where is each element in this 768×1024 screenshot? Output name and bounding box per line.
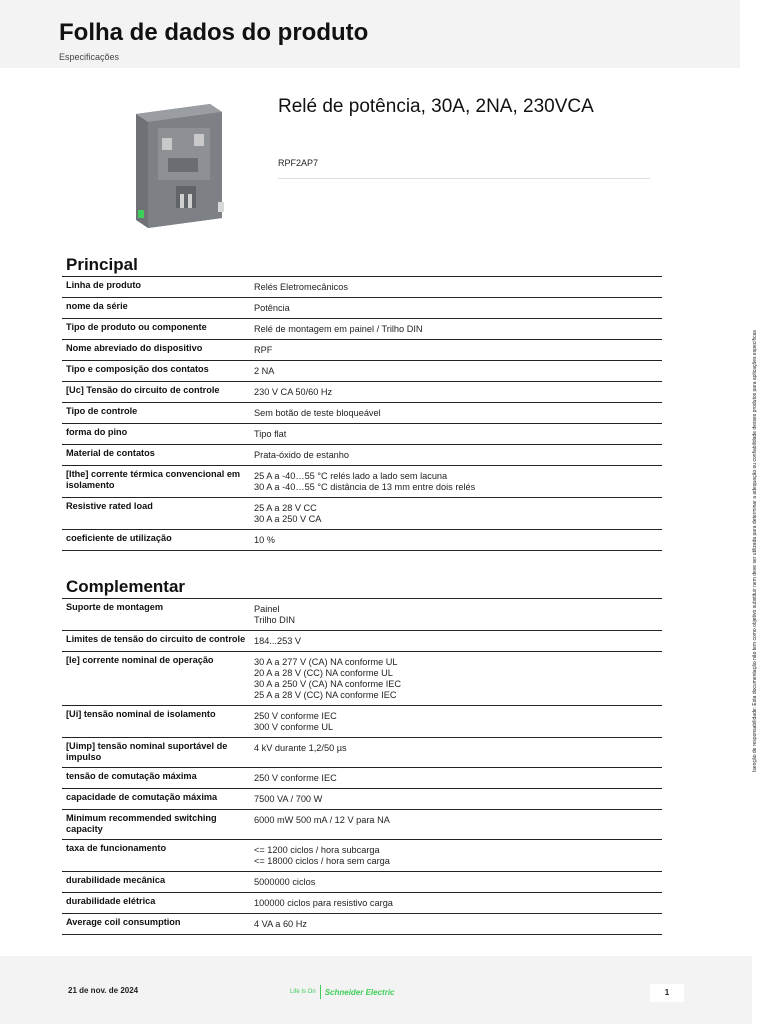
spec-value-line: 4 VA a 60 Hz (254, 919, 307, 929)
product-reference: RPF2AP7 (278, 158, 319, 168)
spec-row (62, 893, 662, 914)
spec-value (250, 652, 662, 706)
section-title-principal: Principal (66, 255, 138, 274)
side-disclaimer: Isenção de responsabilidade: Esta documentação não tem como objetivo substituir nem deve ser utilizada para determinar a adequação ou confiabilidade desses produtos para aplicações específicas (752, 330, 758, 772)
spec-value (250, 914, 662, 935)
spec-value (250, 893, 662, 914)
spec-value-line: 10 % (254, 535, 275, 545)
spec-label: Tipo de produto ou componente (66, 322, 207, 332)
spec-label: Tipo e composição dos contatos (66, 364, 209, 374)
spec-value-line: 2 NA (254, 366, 275, 376)
spec-value-line: <= 18000 ciclos / hora sem carga (254, 856, 390, 866)
spec-value (250, 530, 662, 551)
spec-label: [Uc] Tensão do circuito de controle (66, 385, 220, 395)
spec-label: Minimum recommended switching capacity (66, 813, 217, 834)
spec-row (62, 361, 662, 382)
spec-label: Suporte de montagem (66, 602, 163, 612)
spec-label: [Ui] tensão nominal de isolamento (66, 709, 216, 719)
spec-value-line: Relé de montagem em painel / Trilho DIN (254, 324, 423, 334)
spec-value (250, 319, 662, 340)
spec-value (250, 599, 662, 631)
spec-value (250, 424, 662, 445)
schneider-logo (290, 985, 395, 999)
spec-row (62, 466, 662, 498)
spec-row (62, 810, 662, 840)
spec-label: Resistive rated load (66, 501, 153, 511)
spec-value-line: Potência (254, 303, 290, 313)
spec-value-line: 4 kV durante 1,2/50 µs (254, 743, 347, 753)
spec-value-line: 100000 ciclos para resistivo carga (254, 898, 393, 908)
spec-value (250, 631, 662, 652)
spec-value (250, 840, 662, 872)
spec-value (250, 277, 662, 298)
spec-label: durabilidade elétrica (66, 896, 156, 906)
spec-value-line: 184...253 V (254, 636, 301, 646)
spec-label: durabilidade mecânica (66, 875, 166, 885)
spec-label: taxa de funcionamento (66, 843, 167, 853)
spec-label: [Ithe] corrente térmica convencional em isolamento (66, 469, 241, 490)
spec-label: Linha de produto (66, 280, 142, 290)
spec-row (62, 403, 662, 424)
spec-value-line: Painel (254, 604, 280, 614)
spec-value-line: 20 A a 28 V (CC) NA conforme UL (254, 668, 393, 678)
spec-value (250, 403, 662, 424)
spec-label: Average coil consumption (66, 917, 181, 927)
spec-value (250, 789, 662, 810)
spec-row (62, 319, 662, 340)
spec-value-line: 300 V conforme UL (254, 722, 334, 732)
spec-value-line: 25 A a 28 V (CC) NA conforme IEC (254, 690, 397, 700)
spec-row (62, 498, 662, 530)
spec-row (62, 872, 662, 893)
spec-value-line: 250 V conforme IEC (254, 773, 337, 783)
spec-value (250, 382, 662, 403)
footer-date: 21 de nov. de 2024 (68, 986, 139, 995)
spec-row (62, 652, 662, 706)
spec-label: [Ie] corrente nominal de operação (66, 655, 214, 665)
page-subtitle: Especificações (59, 52, 120, 62)
spec-value-line: 30 A a 250 V CA (254, 514, 322, 524)
spec-value-line: 6000 mW 500 mA / 12 V para NA (254, 815, 390, 825)
spec-label: Limites de tensão do circuito de controle (66, 634, 246, 644)
spec-label: capacidade de comutação máxima (66, 792, 218, 802)
spec-value (250, 872, 662, 893)
spec-row (62, 631, 662, 652)
spec-value (250, 738, 662, 768)
logo-tagline: Life Is On (290, 989, 316, 995)
spec-label: tensão de comutação máxima (66, 771, 197, 781)
spec-row (62, 298, 662, 319)
logo-separator (320, 985, 321, 999)
complementar-spec-table (62, 598, 662, 935)
spec-row (62, 768, 662, 789)
spec-value (250, 706, 662, 738)
spec-value-line: Prata-óxido de estanho (254, 450, 350, 460)
spec-row (62, 706, 662, 738)
spec-row (62, 789, 662, 810)
page-number: 1 (650, 984, 684, 1002)
spec-row (62, 914, 662, 935)
spec-label: [Uimp] tensão nominal suportável de impulso (66, 741, 228, 762)
spec-label: Tipo de controle (66, 406, 138, 416)
relay-product-image (118, 98, 238, 230)
spec-value-line: 230 V CA 50/60 Hz (254, 387, 333, 397)
divider (278, 178, 650, 179)
page-footer (0, 956, 752, 1024)
spec-label: Nome abreviado do dispositivo (66, 343, 203, 353)
spec-label: Material de contatos (66, 448, 155, 458)
spec-value-line: Relés Eletromecânicos (254, 282, 348, 292)
spec-value-line: 7500 VA / 700 W (254, 794, 323, 804)
spec-value-line: 25 A a 28 V CC (254, 503, 317, 513)
spec-value-line: 30 A a 250 V (CA) NA conforme IEC (254, 679, 402, 689)
spec-value-line: RPF (254, 345, 273, 355)
spec-value (250, 810, 662, 840)
spec-value-line: Trilho DIN (254, 615, 296, 625)
section-title-complementar: Complementar (66, 577, 186, 596)
page-title: Folha de dados do produto (59, 19, 369, 46)
spec-value (250, 445, 662, 466)
spec-value-line: Sem botão de teste bloqueável (254, 408, 381, 418)
spec-value-line: 30 A a -40…55 °C distância de 13 mm entre dois relés (254, 482, 476, 492)
product-title: Relé de potência, 30A, 2NA, 230VCA (278, 96, 594, 117)
spec-value (250, 768, 662, 789)
logo-brand: Schneider Electric (324, 987, 395, 997)
spec-row (62, 599, 662, 631)
spec-row (62, 445, 662, 466)
spec-value (250, 340, 662, 361)
spec-value-line: 5000000 ciclos (254, 877, 316, 887)
spec-value-line: 250 V conforme IEC (254, 711, 337, 721)
spec-value (250, 466, 662, 498)
spec-row (62, 738, 662, 768)
spec-value (250, 498, 662, 530)
spec-value-line: <= 1200 ciclos / hora subcarga (254, 845, 380, 855)
spec-value (250, 298, 662, 319)
spec-value-line: 30 A a 277 V (CA) NA conforme UL (254, 657, 398, 667)
spec-row (62, 277, 662, 298)
spec-value-line: Tipo flat (254, 429, 287, 439)
spec-value (250, 361, 662, 382)
spec-label: forma do pino (66, 427, 128, 437)
spec-value-line: 25 A a -40…55 °C relés lado a lado sem lacuna (254, 471, 448, 481)
spec-row (62, 382, 662, 403)
spec-row (62, 424, 662, 445)
spec-label: nome da série (66, 301, 128, 311)
spec-row (62, 340, 662, 361)
spec-row (62, 840, 662, 872)
principal-spec-table (62, 276, 662, 551)
spec-label: coeficiente de utilização (66, 533, 172, 543)
page-header (0, 0, 740, 68)
spec-row (62, 530, 662, 551)
